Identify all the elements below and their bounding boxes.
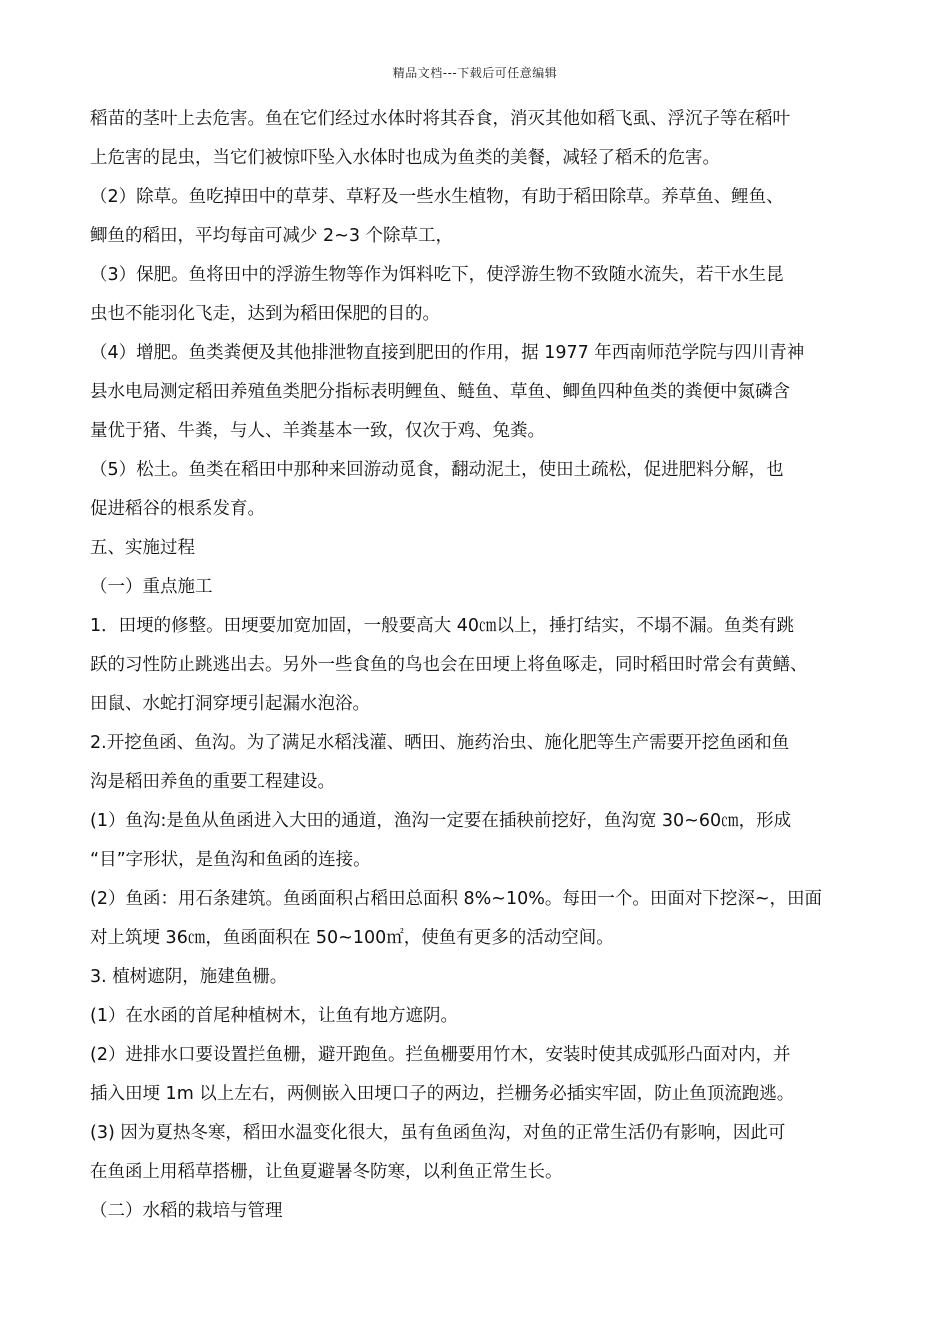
text-line: （3）保肥。鱼将田中的浮游生物等作为饵料吃下，使浮游生物不致随水流失，若干水生昆 xyxy=(90,265,784,285)
text-line: 量优于猪、牛粪，与人、羊粪基本一致，仅次于鸡、兔粪。 xyxy=(90,421,545,441)
text-line: 上危害的昆虫，当它们被惊吓坠入水体时也成为鱼类的美餐，减轻了稻禾的危害。 xyxy=(90,148,720,168)
page-header: 精品文档---下载后可任意编辑 xyxy=(392,66,558,80)
text-line: 县水电局测定稻田养殖鱼类肥分指标表明鲤鱼、鲢鱼、草鱼、鲫鱼四种鱼类的粪便中氮磷含 xyxy=(90,382,790,402)
text-line: (3) 因为夏热冬寒，稻田水温变化很大，虽有鱼函鱼沟，对鱼的正常生活仍有影响，因此可 xyxy=(90,1123,786,1143)
text-line: （5）松土。鱼类在稻田中那种来回游动觅食，翻动泥土，使田土疏松，促进肥料分解，也 xyxy=(90,460,784,480)
subsection-heading: （一）重点施工 xyxy=(90,577,213,597)
text-line: 2.开挖鱼函、鱼沟。为了满足水稻浅灌、晒田、施药治虫、施化肥等生产需要开挖鱼函和鱼 xyxy=(90,733,790,753)
section-heading: 五、实施过程 xyxy=(90,538,195,558)
text-line: (1）鱼沟:是鱼从鱼函进入大田的通道，渔沟一定要在插秧前挖好，鱼沟宽 30~60㎝，形成 xyxy=(90,811,792,831)
text-line: 虫也不能羽化飞走，达到为稻田保肥的目的。 xyxy=(90,304,440,324)
text-line: 插入田埂 1m 以上左右，两侧嵌入田埂口子的两边，拦栅务必插实牢固，防止鱼顶流跑逃。 xyxy=(90,1084,795,1104)
text-line: 在鱼函上用稻草搭栅，让鱼夏避暑冬防寒，以利鱼正常生长。 xyxy=(90,1162,563,1182)
text-line: (1）在水函的首尾种植树木，让鱼有地方遮阴。 xyxy=(90,1006,458,1026)
text-line: 沟是稻田养鱼的重要工程建设。 xyxy=(90,772,335,792)
text-line: 跃的习性防止跳逃出去。另外一些食鱼的鸟也会在田埂上将鱼啄走，同时稻田时常会有黄鳝、 xyxy=(90,655,808,675)
text-line: (2）进排水口要设置拦鱼栅，避开跑鱼。拦鱼栅要用竹木，安装时使其成弧形凸面对内，并 xyxy=(90,1045,791,1065)
text-line: 鲫鱼的稻田，平均每亩可减少 2~3 个除草工， xyxy=(90,226,454,246)
text-line: “目”字形状，是鱼沟和鱼函的连接。 xyxy=(90,850,371,870)
subsection-heading: （二）水稻的栽培与管理 xyxy=(90,1201,283,1221)
text-line: 促进稻谷的根系发育。 xyxy=(90,499,265,519)
document-body xyxy=(90,100,862,1231)
text-line: 稻苗的茎叶上去危害。鱼在它们经过水体时将其吞食，消灭其他如稻飞虱、浮沉子等在稻叶 xyxy=(90,109,790,129)
text-line: 1．田埂的修整。田埂要加宽加固，一般要高大 40㎝以上，捶打结实，不塌不漏。鱼类有跳 xyxy=(90,616,794,636)
text-line: （4）增肥。鱼类粪便及其他排泄物直接到肥田的作用，据 1977 年西南师范学院与四川青神 xyxy=(90,343,805,363)
text-line: 对上筑埂 36㎝，鱼函面积在 50~100㎡，使鱼有更多的活动空间。 xyxy=(90,928,614,948)
text-line: 田鼠、水蛇打洞穿埂引起漏水泡浴。 xyxy=(90,694,370,714)
text-line: (2）鱼函：用石条建筑。鱼函面积占稻田总面积 8%~10%。每田一个。田面对下挖深~，田面 xyxy=(90,889,823,909)
text-line: 3. 植树遮阴，施建鱼栅。 xyxy=(90,967,288,987)
text-line: （2）除草。鱼吃掉田中的草芽、草籽及一些水生植物，有助于稻田除草。养草鱼、鲤鱼、 xyxy=(90,187,784,207)
